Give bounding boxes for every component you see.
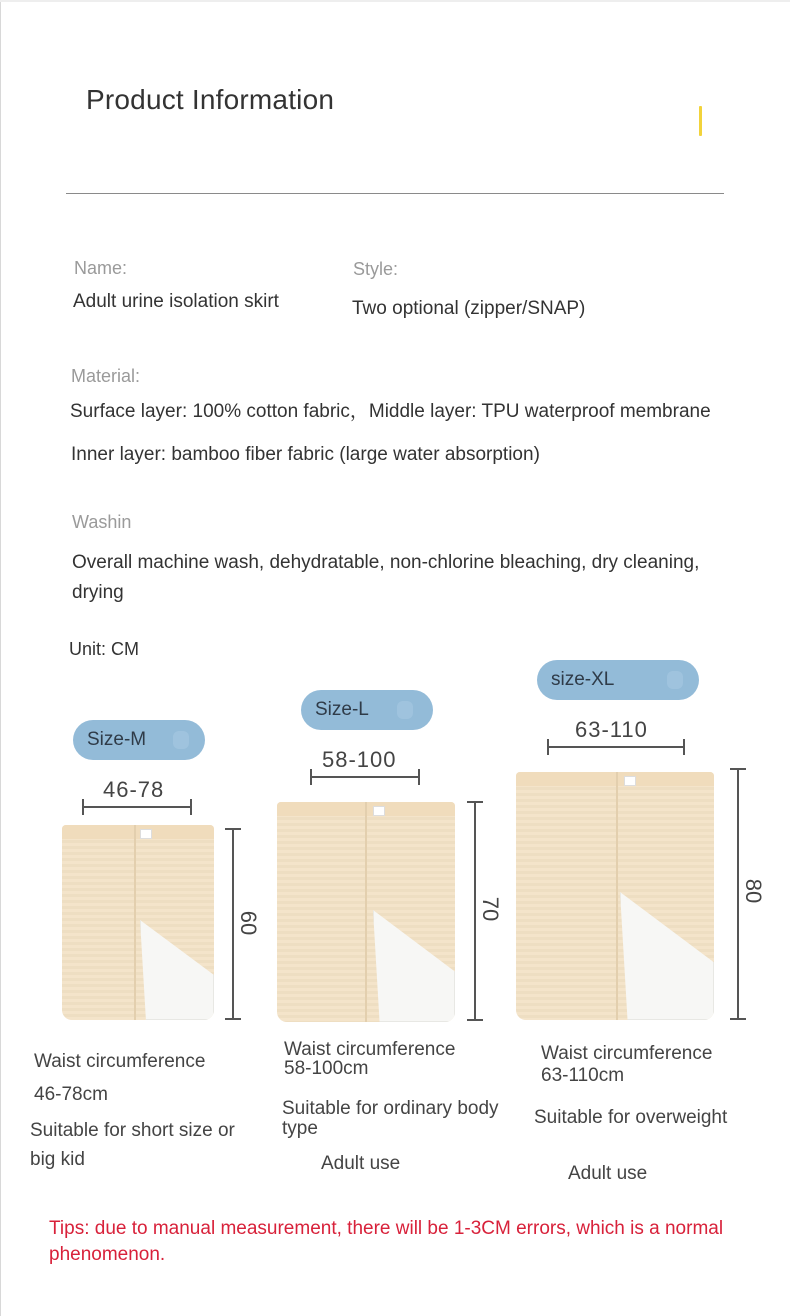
tips-line-2: phenomenon. xyxy=(49,1244,166,1265)
badge-decoration-icon xyxy=(173,731,189,749)
badge-decoration-icon xyxy=(397,701,413,719)
size-xl-waist-label: Waist circumference xyxy=(541,1043,713,1064)
badge-decoration-icon xyxy=(667,671,683,689)
size-xl-badge-label: size-XL xyxy=(551,669,615,690)
size-l-suitable-line-2: type xyxy=(282,1118,318,1139)
page-edge xyxy=(0,0,1,1316)
size-xl-suitable-line-1: Suitable for overweight xyxy=(534,1107,728,1128)
size-l-length-measure xyxy=(474,801,476,1021)
washing-line-2: drying xyxy=(72,582,124,603)
size-m-waist-range: 46-78 xyxy=(103,777,165,802)
material-line-2: Inner layer: bamboo fiber fabric (large water absorption) xyxy=(71,444,540,465)
size-m-badge-label: Size-M xyxy=(87,729,147,750)
size-m-length-measure xyxy=(232,828,234,1020)
unit-label: Unit: CM xyxy=(69,639,140,659)
size-l-waist-label: Waist circumference xyxy=(284,1039,456,1060)
size-l-waist-value: 58-100cm xyxy=(284,1058,369,1079)
size-xl-length-measure xyxy=(737,768,739,1020)
name-label: Name: xyxy=(74,258,128,278)
size-l-use: Adult use xyxy=(321,1153,401,1174)
size-xl-badge xyxy=(537,660,699,700)
size-m-waist-value: 46-78cm xyxy=(34,1084,108,1105)
size-xl-waist-value: 63-110cm xyxy=(541,1065,625,1086)
tips-line-1: Tips: due to manual measurement, there will be 1-3CM errors, which is a normal xyxy=(49,1218,724,1239)
style-value: Two optional (zipper/SNAP) xyxy=(352,298,586,319)
material-line-1: Surface layer: 100% cotton fabric，Middle layer: TPU waterproof membrane xyxy=(70,401,711,422)
size-xl-width-measure xyxy=(547,746,685,748)
size-m-suitable-line-1: Suitable for short size or xyxy=(30,1120,235,1141)
page-title: Product Information xyxy=(86,84,335,115)
size-xl-skirt-image xyxy=(516,772,714,1020)
size-l-badge xyxy=(301,690,433,730)
size-m-skirt-image xyxy=(62,825,214,1020)
size-l-waist-range: 58-100 xyxy=(322,747,397,772)
size-m-badge xyxy=(73,720,205,760)
size-l-suitable-line-1: Suitable for ordinary body xyxy=(282,1098,499,1119)
washing-label: Washin xyxy=(72,512,132,532)
size-l-length: 70 xyxy=(478,896,504,922)
size-l-width-measure xyxy=(310,776,420,778)
accent-bar xyxy=(699,106,702,136)
size-xl-waist-range: 63-110 xyxy=(575,717,648,742)
style-label: Style: xyxy=(353,259,399,279)
washing-line-1: Overall machine wash, dehydratable, non-chlorine bleaching, dry cleaning, xyxy=(72,552,700,573)
material-label: Material: xyxy=(71,366,141,386)
page-top-edge xyxy=(0,0,790,2)
header-divider xyxy=(66,193,724,194)
size-l-badge-label: Size-L xyxy=(315,699,369,720)
size-xl-use: Adult use xyxy=(568,1163,648,1184)
size-m-width-measure xyxy=(82,806,192,808)
size-m-length: 60 xyxy=(236,910,262,936)
size-m-suitable-line-2: big kid xyxy=(30,1149,85,1170)
size-xl-length: 80 xyxy=(741,878,767,904)
name-value: Adult urine isolation skirt xyxy=(73,291,279,312)
size-m-waist-label: Waist circumference xyxy=(34,1051,206,1072)
size-l-skirt-image xyxy=(277,802,455,1022)
